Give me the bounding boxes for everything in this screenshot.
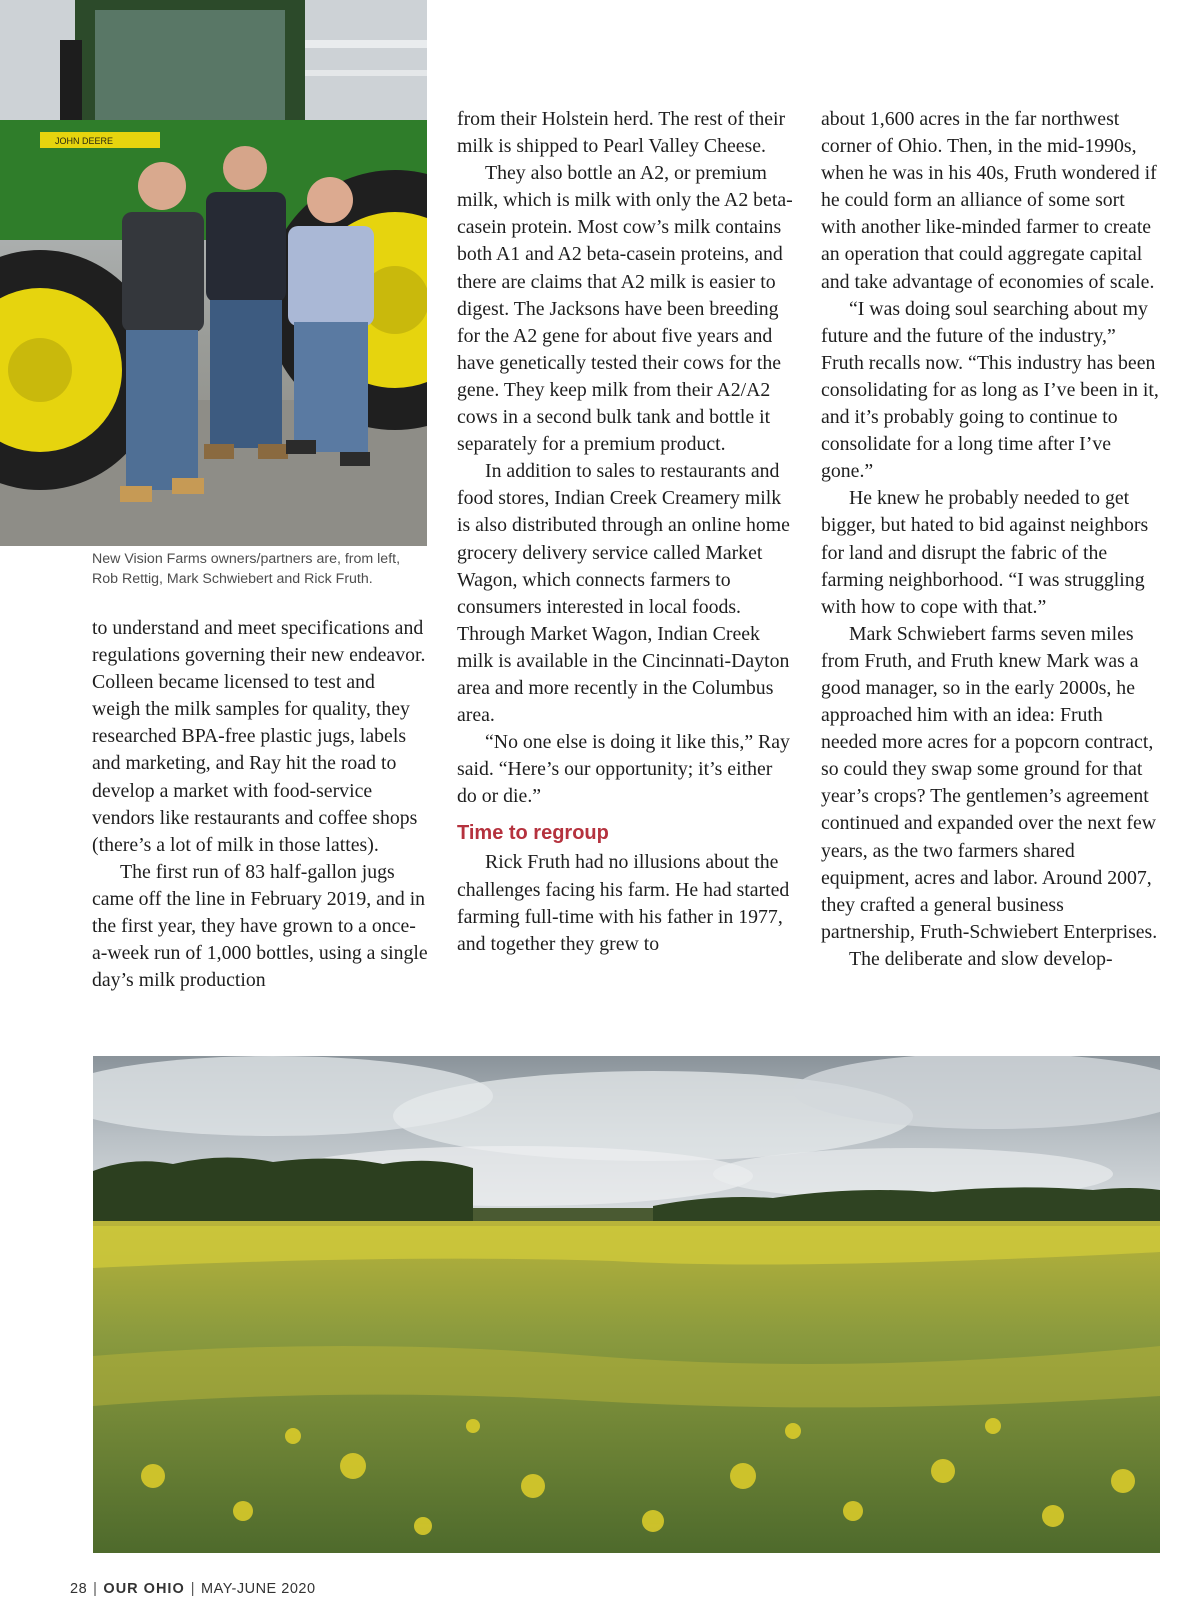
field-photo-illustration xyxy=(93,1056,1160,1553)
article-column-3 xyxy=(821,106,1161,973)
page-number: 28 xyxy=(70,1581,88,1597)
issue-date: MAY-JUNE 2020 xyxy=(201,1581,316,1597)
paragraph: Rick Fruth had no illusions about the challenges facing his farm. He had started farming full-time with his father in 1977, and together they grew to xyxy=(457,851,790,955)
paragraph: The first run of 83 half-gallon jugs came off the line in February 2019, and in the first year, they have grown to a once-a-week run of 1,000 bottles, using a single day’s milk production xyxy=(92,860,428,992)
page-folio xyxy=(70,1580,316,1598)
article-column-1 xyxy=(92,615,428,994)
folio-separator: | xyxy=(93,1581,98,1597)
tractor-brand-text: JOHN DEERE xyxy=(55,136,114,146)
paragraph: They also bottle an A2, or premium milk, which is milk with only the A2 beta-casein protein. Most cow’s milk contains both A1 and A2 beta-casein proteins, and there are claims that A2 milk is easier to digest. The Jacksons have been breeding for the A2 gene for about five years and have genetically tested their cows for the gene. They keep milk from their A2/A2 cows in a second bulk tank and bottle it separately for a premium product. xyxy=(457,162,793,456)
publication-name: OUR OHIO xyxy=(103,1581,185,1597)
paragraph: to understand and meet specifications and regulations governing their new endeavor. Colleen became licensed to test and weigh the milk samples for quality, they researched BPA-free plastic jugs, labels and marketing, and Ray hit the road to develop a market with food-service vendors like restaurants and coffee shops (there’s a lot of milk in those lattes). xyxy=(92,617,426,856)
paragraph: The deliberate and slow develop- xyxy=(849,947,1113,970)
folio-separator: | xyxy=(190,1581,196,1597)
article-column-2 xyxy=(457,106,795,958)
section-subhead: Time to regroup xyxy=(457,822,609,845)
paragraph: Mark Schwiebert farms seven miles from Fruth, and Fruth knew Mark was a good manager, so in the early 2000s, he approached him with an idea: Fruth needed more acres for a popcorn contract, so could they swap some ground for that year’s crops? The gentlemen’s agreement continued and expanded over the next few years, as the two farmers shared equipment, acres and labor. Around 2007, they crafted a general business partnership, Fruth-Schwiebert Enterprises. xyxy=(821,622,1158,943)
partners-photo-illustration xyxy=(0,0,427,546)
paragraph: about 1,600 acres in the far northwest corner of Ohio. Then, in the mid-1990s, when he was in his 40s, Fruth wondered if he could form an alliance of some sort with another like-minded farmer to create an operation that could aggregate capital and take advantage of economies of scale. xyxy=(821,108,1157,293)
paragraph: from their Holstein herd. The rest of their milk is shipped to Pearl Valley Cheese. xyxy=(457,108,786,158)
paragraph: “No one else is doing it like this,” Ray said. “Here’s our opportunity; it’s either do or die.” xyxy=(457,731,790,808)
field-photo xyxy=(93,1056,1160,1553)
partners-photo xyxy=(0,0,427,546)
paragraph: “I was doing soul searching about my future and the future of the industry,” Fruth recalls now. “This industry has been consolidating for as long as I’ve been in it, and it’s probably going to continue to consolidate for a long time after I’ve gone.” xyxy=(821,297,1159,483)
photo-caption: New Vision Farms owners/partners are, from left, Rob Rettig, Mark Schwiebert and Rick Fruth. xyxy=(92,551,401,587)
paragraph: He knew he probably needed to get bigger, but hated to bid against neighbors for land and disrupt the fabric of the farming neighborhood. “I was struggling with how to cope with that.” xyxy=(821,487,1149,618)
paragraph: In addition to sales to restaurants and food stores, Indian Creek Creamery milk is also distributed through an online home grocery delivery service called Market Wagon, which connects farmers to consumers interested in local foods. Through Market Wagon, Indian Creek milk is available in the Cincinnati-Dayton area and more recently in the Columbus area. xyxy=(457,460,790,727)
